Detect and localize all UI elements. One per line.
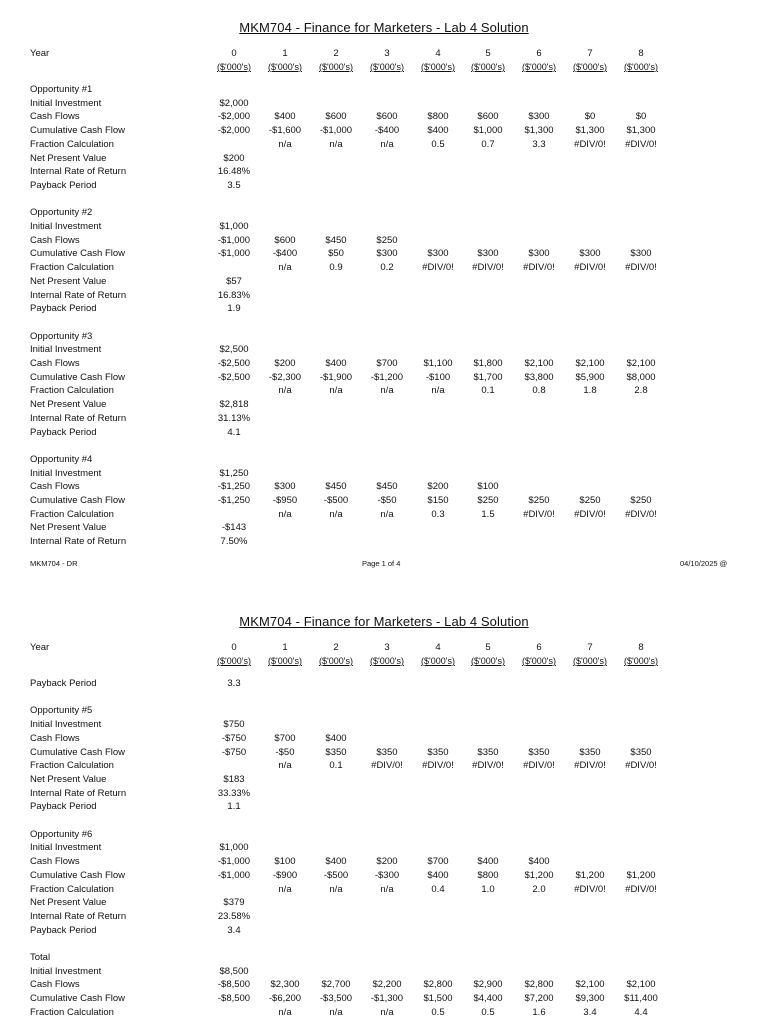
table-cell: $2,100 <box>626 358 656 369</box>
table-cell: $600 <box>274 234 296 246</box>
table-cell: -$750 <box>221 732 247 744</box>
table-cell: -$8,500 <box>217 993 251 1005</box>
table-cell: $5,900 <box>575 371 605 383</box>
table-cell: 0.5 <box>481 1006 495 1018</box>
table-cell: $350 <box>477 746 499 758</box>
table-cell: -$1,300 <box>370 993 404 1005</box>
table-cell: $379 <box>223 897 245 909</box>
table-cell: $1,800 <box>473 358 503 369</box>
year-number: 6 <box>536 642 542 653</box>
row-label: Cash Flows <box>30 358 80 369</box>
table-cell: 16.83% <box>217 289 251 301</box>
table-cell: $450 <box>325 481 347 493</box>
year-unit: ($'000's) <box>624 656 658 666</box>
page-title: MKM704 - Finance for Marketers - Lab 4 Solution <box>239 614 529 629</box>
table-cell: 1.1 <box>227 801 241 813</box>
row-label: Cumulative Cash Flow <box>30 371 126 383</box>
table-cell: $2,200 <box>372 979 402 991</box>
table-cell: 0.5 <box>431 138 445 150</box>
year-unit: ($'000's) <box>319 62 353 72</box>
table-cell: $150 <box>427 495 449 506</box>
table-cell: 3.4 <box>227 924 241 936</box>
table-cell: $800 <box>477 869 499 881</box>
table-cell: $8,000 <box>626 371 656 383</box>
table-cell: $600 <box>376 111 398 123</box>
block-heading: Opportunity #5 <box>30 705 93 717</box>
table-cell: -$300 <box>374 869 400 881</box>
table-cell: $2,818 <box>219 399 249 411</box>
year-number: 7 <box>587 48 593 59</box>
table-cell: -$400 <box>272 248 298 260</box>
table-cell: $400 <box>427 869 449 881</box>
table-cell: -$1,900 <box>319 371 353 383</box>
table-cell: #DIV/0! <box>523 508 555 520</box>
year-number: 5 <box>485 48 491 59</box>
table-cell: -$2,000 <box>217 125 251 137</box>
table-cell: -$950 <box>272 495 298 506</box>
row-label: Payback Period <box>30 678 97 689</box>
year-number: 2 <box>333 48 339 59</box>
table-cell: -$1,250 <box>217 481 251 493</box>
year-unit: ($'000's) <box>573 62 607 72</box>
table-cell: $350 <box>325 746 347 758</box>
row-label: Fraction Calculation <box>30 385 114 397</box>
table-cell: n/a <box>329 883 343 895</box>
table-cell: $200 <box>376 856 398 868</box>
table-cell: $2,100 <box>575 358 605 369</box>
table-cell: $1,700 <box>473 371 503 383</box>
table-cell: n/a <box>278 760 292 772</box>
table-cell: $1,300 <box>626 125 656 137</box>
table-cell: 0.1 <box>329 760 343 772</box>
table-cell: $400 <box>325 732 347 744</box>
table-cell: $400 <box>325 856 347 868</box>
table-cell: $250 <box>579 495 601 506</box>
row-label: Fraction Calculation <box>30 508 114 520</box>
row-label: Cumulative Cash Flow <box>30 248 126 260</box>
table-cell: n/a <box>329 1006 343 1018</box>
row-label: Cumulative Cash Flow <box>30 495 126 506</box>
table-cell: n/a <box>278 262 292 274</box>
table-cell: $1,250 <box>219 467 249 479</box>
footer-left: MKM704 - DR <box>30 559 78 568</box>
table-cell: n/a <box>278 385 292 397</box>
table-cell: 3.3 <box>227 678 241 689</box>
table-cell: $1,000 <box>219 842 249 854</box>
table-cell: $1,300 <box>575 125 605 137</box>
year-number: 1 <box>282 48 288 59</box>
year-unit: ($'000's) <box>217 656 251 666</box>
table-cell: n/a <box>380 385 394 397</box>
table-cell: n/a <box>278 883 292 895</box>
table-cell: 4.1 <box>227 426 241 438</box>
row-label: Fraction Calculation <box>30 760 114 772</box>
block-heading: Total <box>30 952 51 963</box>
table-cell: 23.58% <box>217 910 251 922</box>
table-cell: $50 <box>328 248 344 260</box>
table-cell: $350 <box>528 746 550 758</box>
table-cell: $2,800 <box>423 979 453 991</box>
table-cell: $4,400 <box>473 993 503 1005</box>
table-cell: $250 <box>630 495 652 506</box>
row-label: Cumulative Cash Flow <box>30 869 126 881</box>
table-cell: $100 <box>274 856 296 868</box>
year-number: 7 <box>587 642 593 653</box>
row-label: Net Present Value <box>30 152 107 164</box>
table-cell: $7,200 <box>524 993 554 1005</box>
table-cell: $1,200 <box>626 869 656 881</box>
table-cell: n/a <box>431 385 445 397</box>
table-cell: -$1,250 <box>217 495 251 506</box>
table-cell: 2.0 <box>532 883 546 895</box>
year-number: 2 <box>333 642 339 653</box>
row-label: Net Present Value <box>30 522 107 534</box>
table-cell: $400 <box>528 856 550 868</box>
table-cell: $57 <box>226 275 242 287</box>
row-label: Cash Flows <box>30 481 80 493</box>
table-cell: 33.33% <box>217 787 251 799</box>
table-cell: $750 <box>223 719 245 731</box>
table-cell: n/a <box>329 508 343 520</box>
table-cell: $3,800 <box>524 371 554 383</box>
row-label: Internal Rate of Return <box>30 166 127 178</box>
table-cell: $450 <box>376 481 398 493</box>
row-label: Internal Rate of Return <box>30 536 127 548</box>
row-label: Initial Investment <box>30 97 102 109</box>
table-cell: $9,300 <box>575 993 605 1005</box>
table-cell: $11,400 <box>624 993 658 1005</box>
table-cell: $350 <box>427 746 449 758</box>
table-cell: 31.13% <box>217 412 251 424</box>
row-label: Fraction Calculation <box>30 138 114 150</box>
table-cell: -$1,000 <box>319 125 353 137</box>
table-cell: $250 <box>477 495 499 506</box>
table-cell: 0.1 <box>481 385 495 397</box>
table-cell: $0 <box>635 111 647 123</box>
year-number: 4 <box>435 642 441 653</box>
table-cell: $300 <box>528 111 550 123</box>
table-cell: $2,500 <box>219 344 249 356</box>
table-cell: -$50 <box>275 746 295 758</box>
table-cell: $1,200 <box>524 869 554 881</box>
table-cell: -$143 <box>221 522 247 534</box>
table-cell: $100 <box>477 481 499 493</box>
row-label: Cumulative Cash Flow <box>30 125 126 137</box>
table-cell: #DIV/0! <box>625 883 657 895</box>
table-cell: $183 <box>223 773 245 785</box>
table-cell: -$1,600 <box>268 125 302 137</box>
table-cell: 0.9 <box>329 262 343 274</box>
table-cell: #DIV/0! <box>422 262 454 274</box>
table-cell: $1,100 <box>423 358 453 369</box>
table-cell: #DIV/0! <box>625 508 657 520</box>
table-cell: -$3,500 <box>319 993 353 1005</box>
year-unit: ($'000's) <box>319 656 353 666</box>
table-cell: #DIV/0! <box>523 262 555 274</box>
table-cell: 16.48% <box>217 166 251 178</box>
table-cell: $300 <box>427 248 449 260</box>
table-cell: $800 <box>427 111 449 123</box>
table-cell: -$2,500 <box>217 358 251 369</box>
table-cell: -$1,000 <box>217 234 251 246</box>
year-header-label: Year <box>30 48 50 59</box>
table-cell: -$1,000 <box>217 869 251 881</box>
table-cell: -$100 <box>425 371 451 383</box>
table-cell: 7.50% <box>220 536 248 548</box>
block-heading: Opportunity #6 <box>30 828 93 840</box>
table-cell: -$500 <box>323 869 349 881</box>
page-title: MKM704 - Finance for Marketers - Lab 4 Solution <box>239 20 529 35</box>
table-cell: $0 <box>584 111 596 123</box>
table-cell: -$2,500 <box>217 371 251 383</box>
table-cell: $2,100 <box>575 979 605 991</box>
table-cell: -$900 <box>272 869 298 881</box>
table-cell: $300 <box>477 248 499 260</box>
table-cell: 2.8 <box>634 385 648 397</box>
table-cell: 0.7 <box>481 138 495 150</box>
year-unit: ($'000's) <box>471 656 505 666</box>
table-cell: 0.3 <box>431 508 445 520</box>
table-cell: $1,000 <box>219 221 249 232</box>
table-cell: 4.4 <box>634 1006 648 1018</box>
table-cell: $2,100 <box>626 979 656 991</box>
row-label: Initial Investment <box>30 719 102 731</box>
footer-page-number: Page 1 of 4 <box>362 559 401 568</box>
block-heading: Opportunity #3 <box>30 330 93 342</box>
year-unit: ($'000's) <box>370 656 404 666</box>
table-cell: 0.8 <box>532 385 546 397</box>
table-cell: -$750 <box>221 746 247 758</box>
table-cell: $2,700 <box>321 979 351 991</box>
table-cell: #DIV/0! <box>523 760 555 772</box>
table-cell: 3.5 <box>227 179 241 191</box>
year-unit: ($'000's) <box>421 656 455 666</box>
table-cell: #DIV/0! <box>625 138 657 150</box>
table-cell: #DIV/0! <box>574 138 606 150</box>
year-unit: ($'000's) <box>268 656 302 666</box>
table-cell: #DIV/0! <box>574 508 606 520</box>
table-cell: $300 <box>376 248 398 260</box>
row-label: Cash Flows <box>30 979 80 991</box>
table-cell: $350 <box>630 746 652 758</box>
row-label: Initial Investment <box>30 842 102 854</box>
table-cell: $400 <box>274 111 296 123</box>
table-cell: 3.4 <box>583 1006 597 1018</box>
table-cell: n/a <box>278 1006 292 1018</box>
table-cell: #DIV/0! <box>625 262 657 274</box>
table-cell: 0.4 <box>431 883 445 895</box>
row-label: Fraction Calculation <box>30 1006 114 1018</box>
table-cell: #DIV/0! <box>472 262 504 274</box>
table-cell: n/a <box>380 138 394 150</box>
table-cell: n/a <box>380 508 394 520</box>
table-cell: -$2,300 <box>268 371 302 383</box>
table-cell: -$500 <box>323 495 349 506</box>
year-unit: ($'000's) <box>522 656 556 666</box>
table-cell: 1.5 <box>481 508 495 520</box>
table-cell: $400 <box>325 358 347 369</box>
table-cell: n/a <box>380 1006 394 1018</box>
table-cell: n/a <box>380 883 394 895</box>
table-cell: 1.8 <box>583 385 597 397</box>
table-cell: $2,100 <box>524 358 554 369</box>
year-unit: ($'000's) <box>624 62 658 72</box>
row-label: Fraction Calculation <box>30 883 114 895</box>
row-label: Payback Period <box>30 426 97 438</box>
table-cell: $8,500 <box>219 965 249 977</box>
table-cell: 3.3 <box>532 138 546 150</box>
block-heading: Opportunity #2 <box>30 207 93 219</box>
table-cell: -$400 <box>374 125 400 137</box>
table-cell: n/a <box>329 138 343 150</box>
table-cell: #DIV/0! <box>625 760 657 772</box>
row-label: Payback Period <box>30 801 97 813</box>
table-cell: $300 <box>274 481 296 493</box>
table-cell: $400 <box>477 856 499 868</box>
year-number: 0 <box>231 48 237 59</box>
table-cell: $200 <box>223 152 245 164</box>
table-cell: $300 <box>528 248 550 260</box>
table-cell: -$1,200 <box>370 371 404 383</box>
row-label: Net Present Value <box>30 773 107 785</box>
row-label: Payback Period <box>30 303 97 315</box>
table-cell: $200 <box>274 358 296 369</box>
year-unit: ($'000's) <box>471 62 505 72</box>
table-cell: 1.9 <box>227 303 241 315</box>
table-cell: n/a <box>278 508 292 520</box>
table-cell: $1,200 <box>575 869 605 881</box>
table-cell: $250 <box>528 495 550 506</box>
table-cell: $700 <box>427 856 449 868</box>
table-cell: 0.5 <box>431 1006 445 1018</box>
table-cell: $300 <box>630 248 652 260</box>
table-cell: $1,300 <box>524 125 554 137</box>
footer-date: 04/10/2025 @ <box>680 559 728 568</box>
row-label: Cash Flows <box>30 732 80 744</box>
row-label: Internal Rate of Return <box>30 412 127 424</box>
year-number: 6 <box>536 48 542 59</box>
year-number: 0 <box>231 642 237 653</box>
row-label: Net Present Value <box>30 275 107 287</box>
table-cell: -$1,000 <box>217 856 251 868</box>
table-cell: -$1,000 <box>217 248 251 260</box>
year-number: 5 <box>485 642 491 653</box>
table-cell: $300 <box>579 248 601 260</box>
year-number: 8 <box>638 48 644 59</box>
year-unit: ($'000's) <box>522 62 556 72</box>
table-cell: #DIV/0! <box>472 760 504 772</box>
table-cell: $400 <box>427 125 449 137</box>
table-cell: $2,000 <box>219 97 249 109</box>
table-cell: #DIV/0! <box>574 760 606 772</box>
year-number: 4 <box>435 48 441 59</box>
row-label: Fraction Calculation <box>30 262 114 274</box>
row-label: Internal Rate of Return <box>30 910 127 922</box>
year-unit: ($'000's) <box>573 656 607 666</box>
row-label: Cumulative Cash Flow <box>30 746 126 758</box>
table-cell: #DIV/0! <box>422 760 454 772</box>
year-unit: ($'000's) <box>217 62 251 72</box>
table-cell: n/a <box>329 385 343 397</box>
table-cell: $600 <box>477 111 499 123</box>
table-cell: -$8,500 <box>217 979 251 991</box>
table-cell: $700 <box>376 358 398 369</box>
year-unit: ($'000's) <box>421 62 455 72</box>
table-cell: -$2,000 <box>217 111 251 123</box>
year-unit: ($'000's) <box>268 62 302 72</box>
block-heading: Opportunity #4 <box>30 453 93 465</box>
table-cell: -$6,200 <box>268 993 302 1005</box>
table-cell: $2,300 <box>270 979 300 991</box>
row-label: Cash Flows <box>30 234 80 246</box>
table-cell: $200 <box>427 481 449 493</box>
table-cell: #DIV/0! <box>371 760 403 772</box>
table-cell: #DIV/0! <box>574 262 606 274</box>
row-label: Net Present Value <box>30 897 107 909</box>
year-header-label: Year <box>30 642 50 653</box>
table-cell: $350 <box>579 746 601 758</box>
table-cell: $2,800 <box>524 979 554 991</box>
table-cell: $250 <box>376 234 398 246</box>
table-cell: $1,500 <box>423 993 453 1005</box>
year-number: 1 <box>282 642 288 653</box>
year-unit: ($'000's) <box>370 62 404 72</box>
row-label: Internal Rate of Return <box>30 289 127 301</box>
row-label: Payback Period <box>30 179 97 191</box>
block-heading: Opportunity #1 <box>30 84 93 95</box>
row-label: Initial Investment <box>30 221 102 232</box>
table-cell: $450 <box>325 234 347 246</box>
table-cell: #DIV/0! <box>574 883 606 895</box>
table-cell: $700 <box>274 732 296 744</box>
year-number: 8 <box>638 642 644 653</box>
row-label: Initial Investment <box>30 467 102 479</box>
row-label: Initial Investment <box>30 965 102 977</box>
row-label: Net Present Value <box>30 399 107 411</box>
row-label: Cash Flows <box>30 111 80 123</box>
table-cell: $600 <box>325 111 347 123</box>
row-label: Internal Rate of Return <box>30 787 127 799</box>
table-cell: $2,900 <box>473 979 503 991</box>
table-cell: 0.2 <box>380 262 394 274</box>
table-cell: n/a <box>278 138 292 150</box>
table-cell: 1.6 <box>532 1006 546 1018</box>
row-label: Cash Flows <box>30 856 80 868</box>
year-number: 3 <box>384 48 390 59</box>
table-cell: -$50 <box>377 495 397 506</box>
table-cell: $350 <box>376 746 398 758</box>
table-cell: 1.0 <box>481 883 495 895</box>
row-label: Initial Investment <box>30 344 102 356</box>
row-label: Cumulative Cash Flow <box>30 993 126 1005</box>
table-cell: $1,000 <box>473 125 503 137</box>
row-label: Payback Period <box>30 924 97 936</box>
year-number: 3 <box>384 642 390 653</box>
